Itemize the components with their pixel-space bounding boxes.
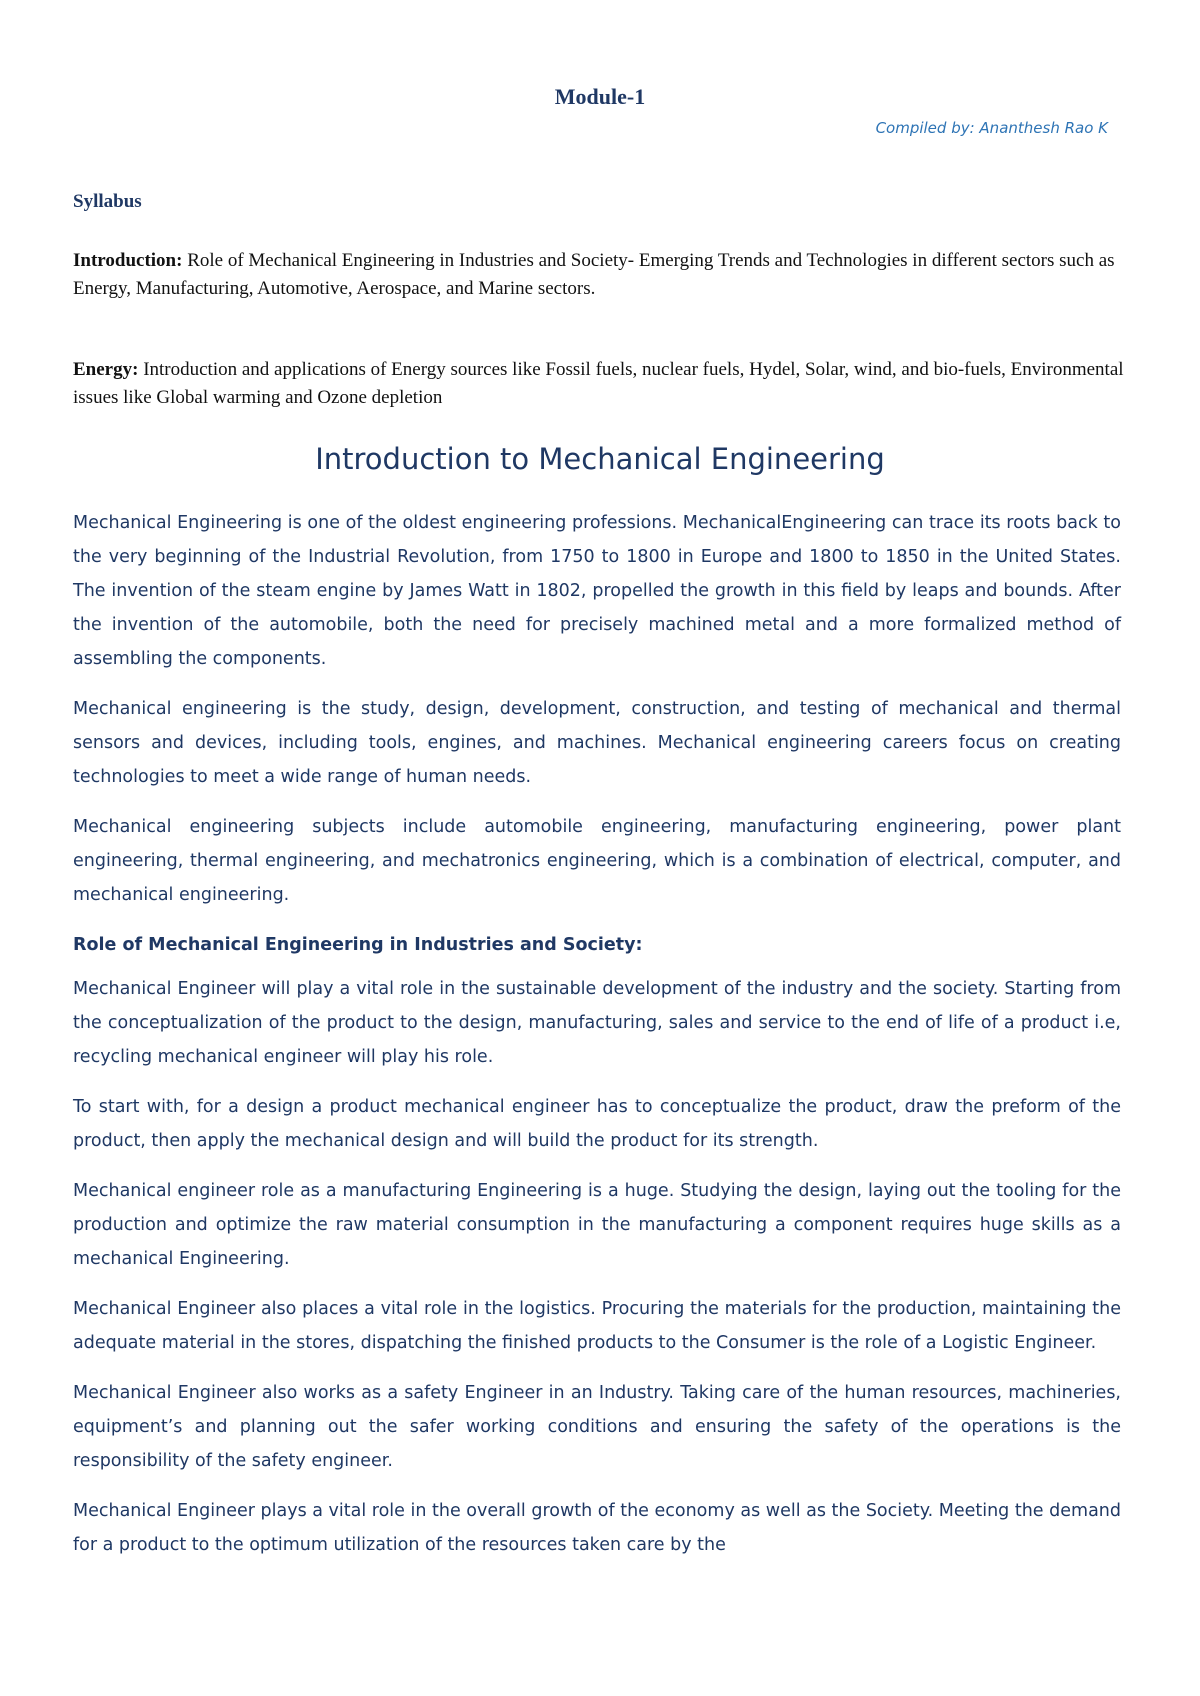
paragraph: Mechanical engineer role as a manufacturing Engineering is a huge. Studying the design, laying out the tooling for the production and optimize the raw material consumption in the manufacturing a component requires huge skills as a mechanical Engineering.: [73, 1181, 1121, 1269]
introduction-text: Role of Mechanical Engineering in Industries and Society- Emerging Trends and Technologies in different sectors such as Energy, Manufacturing, Automotive, Aerospace, and Marine sectors.: [73, 250, 1115, 299]
role-section-heading: Role of Mechanical Engineering in Industries and Society:: [73, 935, 643, 955]
module-title: Module-1: [554, 84, 646, 109]
syllabus-introduction: [73, 247, 1128, 303]
energy-label: Energy:: [73, 359, 139, 380]
main-heading: Introduction to Mechanical Engineering: [315, 442, 885, 476]
paragraph: Mechanical Engineer also places a vital role in the logistics. Procuring the materials for the production, maintaining the adequate material in the stores, dispatching the finished products to the Consumer is the role of a Logistic Engineer.: [73, 1299, 1121, 1353]
syllabus-heading: Syllabus: [73, 191, 142, 212]
paragraph: Mechanical engineering subjects include automobile engineering, manufacturing engineering, power plant engineering, thermal engineering, and mechatronics engineering, which is a combination of electrical, computer, and mechanical engineering.: [73, 817, 1121, 905]
paragraph: Mechanical Engineer also works as a safety Engineer in an Industry. Taking care of the human resources, machineries, equipment’s and planning out the safer working conditions and ensuring the safety of the operations is the responsibility of the safety engineer.: [73, 1383, 1121, 1471]
compiled-by-note: Compiled by: Ananthesh Rao K: [875, 119, 1108, 137]
paragraph: Mechanical Engineering is one of the oldest engineering professions. MechanicalEngineering can trace its roots back to the very beginning of the Industrial Revolution, from 1750 to 1800 in Europe and 1800 to 1850 in the United States. The invention of the steam engine by James Watt in 1802, propelled the growth in this field by leaps and bounds. After the invention of the automobile, both the need for precisely machined metal and a more formalized method of assembling the components.: [73, 513, 1121, 669]
paragraph: Mechanical Engineer will play a vital role in the sustainable development of the industry and the society. Starting from the conceptualization of the product to the design, manufacturing, sales and service to the end of life of a product i.e, recycling mechanical engineer will play his role.: [73, 979, 1121, 1067]
energy-text: Introduction and applications of Energy sources like Fossil fuels, nuclear fuels, Hydel, Solar, wind, and bio-fuels, Environmental issues like Global warming and Ozone depletion: [73, 359, 1124, 408]
body-content: [73, 506, 1121, 1578]
introduction-label: Introduction:: [73, 250, 183, 271]
syllabus-energy: [73, 356, 1128, 412]
paragraph: To start with, for a design a product mechanical engineer has to conceptualize the product, draw the preform of the product, then apply the mechanical design and will build the product for its strength.: [73, 1097, 1121, 1151]
paragraph: Mechanical engineering is the study, design, development, construction, and testing of mechanical and thermal sensors and devices, including tools, engines, and machines. Mechanical engineering careers focus on creating technologies to meet a wide range of human needs.: [73, 699, 1121, 787]
paragraph: Mechanical Engineer plays a vital role in the overall growth of the economy as well as the Society. Meeting the demand for a product to the optimum utilization of the resources taken care by the: [73, 1501, 1121, 1555]
